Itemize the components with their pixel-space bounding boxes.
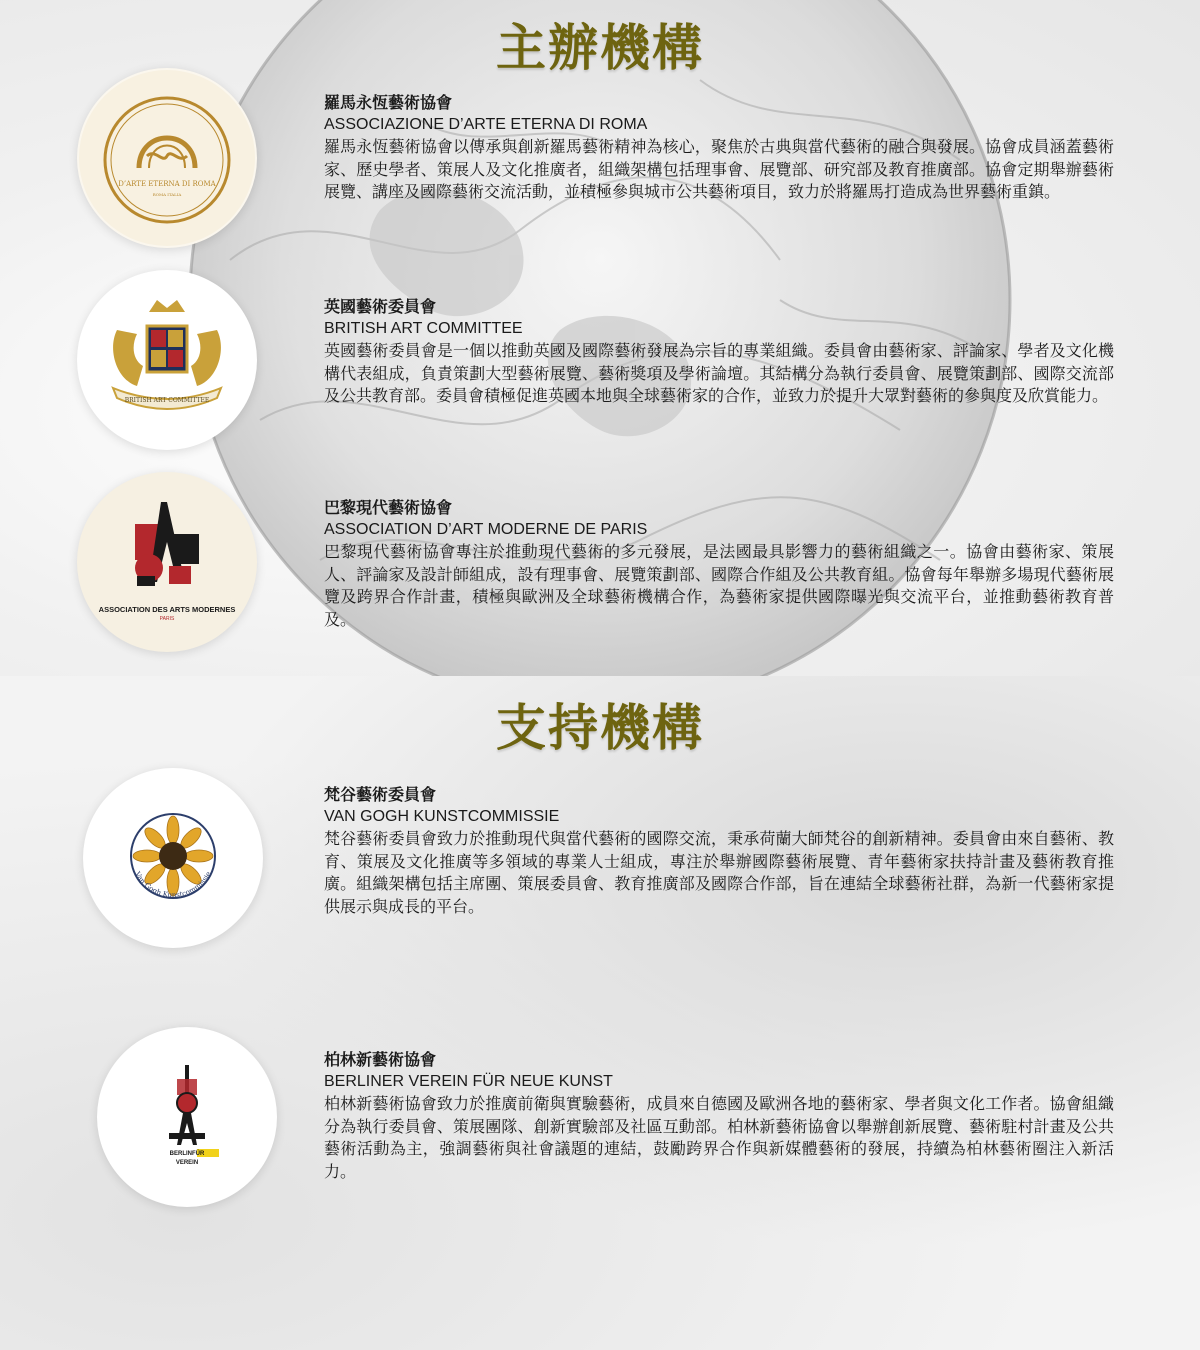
organization-name-en: ASSOCIAZIONE D’ARTE ETERNA DI ROMA (324, 116, 648, 133)
organization-description: 英國藝術委員會是一個以推動英國及國際藝術發展為宗旨的專業組織。委員會由藝術家、評論家、學者及文化機構代表組成，負責策劃大型藝術展覽、藝術獎項及學術論壇。其結構分為執行委員會、展覽策劃部、國際交流部及公共教育部。委員會積極促進英國本地與全球藝術家的合作，並致力於提升大眾對藝術的參與度及欣賞能力。 (324, 341, 1114, 405)
van-gogh-commission-logo (83, 768, 263, 948)
berlin-association-logo (97, 1027, 277, 1207)
rome-association-text (324, 92, 1114, 204)
organization-name-en: VAN GOGH KUNSTCOMMISSIE (324, 808, 560, 825)
svg-text:ASSOCIATION DES ARTS MODERNES: ASSOCIATION DES ARTS MODERNES (98, 605, 236, 614)
british-committee-text (324, 296, 1114, 408)
organization-name-zh: 梵谷藝術委員會 (324, 785, 437, 804)
svg-text:PARIS: PARIS (159, 616, 175, 622)
organization-description: 柏林新藝術協會致力於推廣前衛與實驗藝術，成員來自德國及歐洲各地的藝術家、學者與文化工作者。協會組織分為執行委員會、策展團隊、創新實驗部及社區互動部。柏林新藝術協會以舉辦創新展覽、藝術駐村計畫及公共藝術活動為主，強調藝術與社會議題的連結，鼓勵跨界合作與新媒體藝術的發展，持續為柏林藝術圈注入新活力。 (324, 1094, 1114, 1181)
organization-description: 巴黎現代藝術協會專注於推動現代藝術的多元發展，是法國最具影響力的藝術組織之一。協會由藝術家、策展人、評論家及設計師組成，設有理事會、展覽策劃部、國際合作組及公共教育組。協會每年舉辦多場現代藝術展覽及跨界合作計畫，積極與歐洲及全球藝術機構合作，為藝術家提供國際曝光與交流平台，並推動藝術教育普及。 (324, 542, 1114, 629)
organization-description: 梵谷藝術委員會致力於推動現代與當代藝術的國際交流，秉承荷蘭大師梵谷的創新精神。委員會由來自藝術、教育、策展及文化推廣等多領域的專業人士組成，專注於舉辦國際藝術展覽、青年藝術家扶持計畫及藝術教育推廣。組織架構包括主席團、策展委員會、教育推廣部及國際合作部，旨在連結全球藝術社群，為新一代藝術家提供展示與成長的平台。 (324, 829, 1114, 916)
svg-text:VEREIN: VEREIN (175, 1160, 199, 1166)
organizer-section-title: 主辦機構 (496, 19, 704, 77)
organization-name-en: BERLINER VEREIN FÜR NEUE KUNST (324, 1073, 613, 1090)
svg-text:BRITISH ART COMMITTEE: BRITISH ART COMMITTEE (124, 397, 210, 404)
organization-name-zh: 英國藝術委員會 (324, 297, 437, 316)
svg-text:Van Gogh Kunstcommissie: Van Gogh Kunstcommissie (133, 870, 213, 900)
organization-description: 羅馬永恆藝術協會以傳承與創新羅馬藝術精神為核心，聚焦於古典與當代藝術的融合與發展。協會成員涵蓋藝術家、歷史學者、策展人及文化推廣者，組織架構包括理事會、展覽部、研究部及教育推廣部。協會定期舉辦藝術展覽、講座及國際藝術交流活動，並積極參與城市公共藝術項目，致力於將羅馬打造成為世界藝術重鎮。 (324, 137, 1114, 201)
paris-association-text (324, 497, 1114, 631)
berlin-association-text (324, 1049, 1114, 1183)
organization-name-en: BRITISH ART COMMITTEE (324, 320, 523, 337)
organization-name-en: ASSOCIATION D’ART MODERNE DE PARIS (324, 521, 648, 538)
paris-association-logo (77, 472, 257, 652)
supporter-section-title: 支持機構 (496, 699, 704, 757)
svg-text:D’ARTE ETERNA DI ROMA: D’ARTE ETERNA DI ROMA (118, 180, 216, 188)
van-gogh-commission-text (324, 784, 1114, 918)
british-committee-logo (77, 270, 257, 450)
rome-association-logo (77, 68, 257, 248)
svg-text:BERLINFÜR: BERLINFÜR (169, 1151, 205, 1157)
organization-name-zh: 羅馬永恆藝術協會 (324, 93, 453, 112)
svg-text:ROMA ITALIA: ROMA ITALIA (152, 192, 182, 197)
organization-name-zh: 巴黎現代藝術協會 (324, 498, 453, 517)
organization-name-zh: 柏林新藝術協會 (324, 1050, 437, 1069)
